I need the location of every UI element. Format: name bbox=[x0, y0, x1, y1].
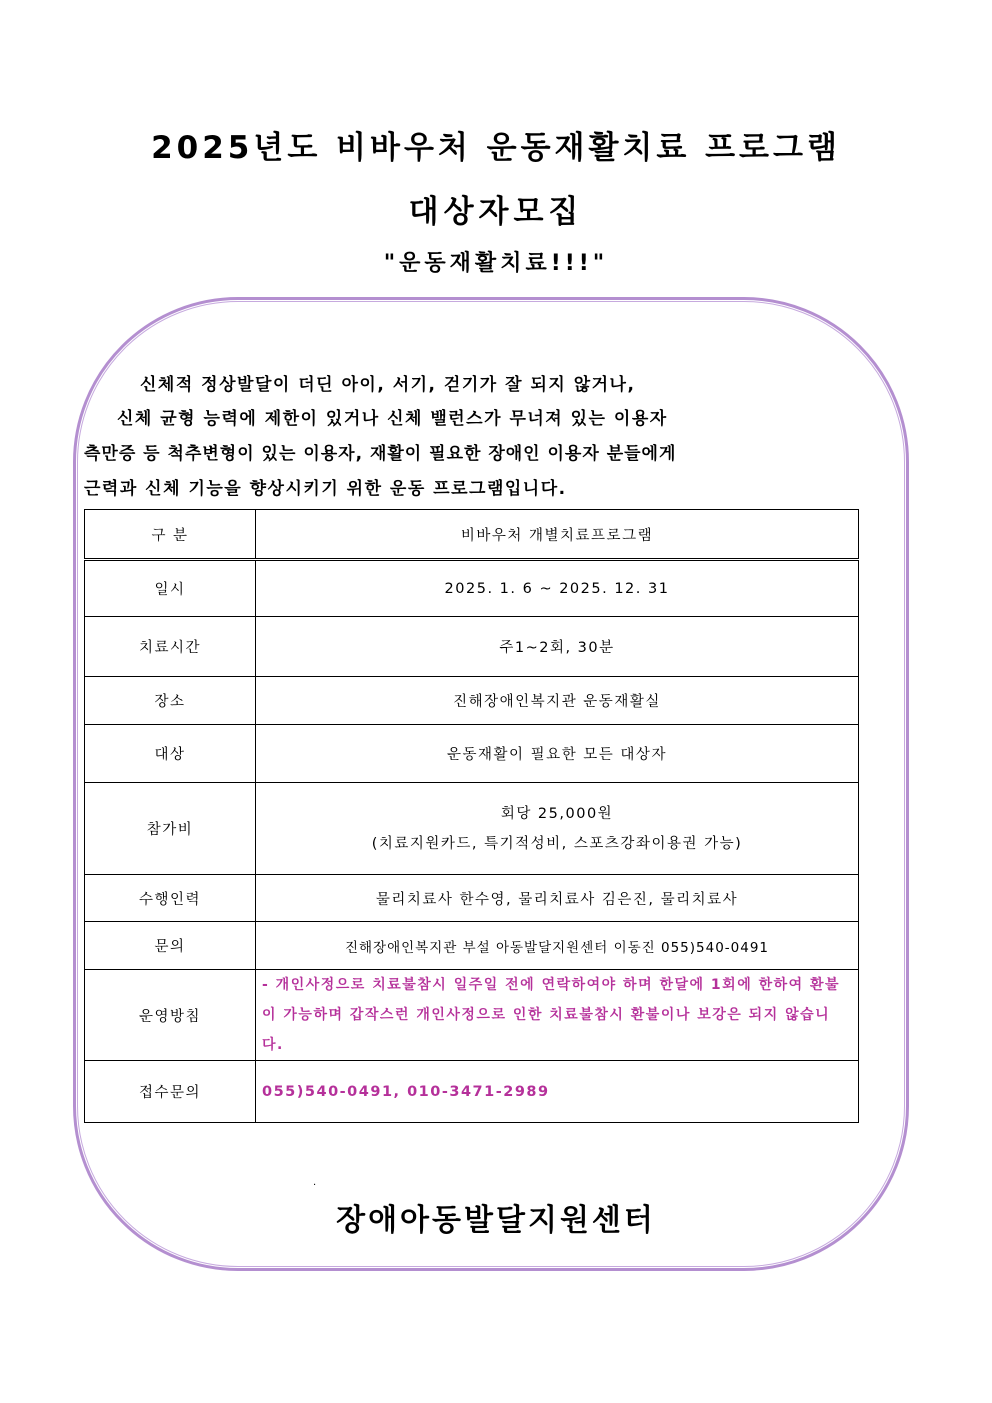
target-key: 대상 bbox=[85, 725, 256, 783]
table-row-staff bbox=[85, 875, 859, 922]
staff-value: 물리치료사 한수영, 물리치료사 김은진, 물리치료사 bbox=[256, 875, 859, 922]
fee-value: 회당 25,000원 bbox=[500, 805, 614, 822]
header-key-cell: 구 분 bbox=[85, 510, 256, 560]
table-row-policy bbox=[85, 970, 859, 1061]
intro-line-2: 신체 균형 능력에 제한이 있거나 신체 밸런스가 무너져 있는 이용자 bbox=[117, 409, 668, 429]
time-key: 치료시간 bbox=[85, 617, 256, 677]
place-key: 장소 bbox=[85, 677, 256, 725]
reception-value: 055)540-0491, 010-3471-2989 bbox=[256, 1061, 859, 1123]
header-value-cell: 비바우처 개별치료프로그램 bbox=[256, 510, 859, 560]
table-row-place bbox=[85, 677, 859, 725]
intro-line-3: 측만증 등 척추변형이 있는 이용자, 재활이 필요한 장애인 이용자 분들에게 bbox=[84, 444, 677, 464]
page-title: 2025년도 비바우처 운동재활치료 프로그램 bbox=[151, 130, 841, 166]
staff-key: 수행인력 bbox=[85, 875, 256, 922]
intro-line-1: 신체적 정상발달이 더딘 아이, 서기, 걷기가 잘 되지 않거나, bbox=[140, 375, 636, 395]
page-subtitle: 대상자모집 bbox=[408, 194, 584, 230]
table-row-inquiry bbox=[85, 922, 859, 970]
program-info-table bbox=[84, 509, 859, 1123]
table-row-fee bbox=[85, 783, 859, 875]
reception-key: 접수문의 bbox=[85, 1061, 256, 1123]
organization-name: 장애아동발달지원센터 bbox=[336, 1203, 656, 1238]
inquiry-key: 문의 bbox=[85, 922, 256, 970]
table-row-time bbox=[85, 617, 859, 677]
fee-key: 참가비 bbox=[85, 783, 256, 875]
stray-dot: . bbox=[313, 1177, 317, 1188]
page-tagline: "운동재활치료!!!" bbox=[383, 251, 609, 276]
place-value: 진해장애인복지관 운동재활실 bbox=[256, 677, 859, 725]
target-value: 운동재활이 필요한 모든 대상자 bbox=[256, 725, 859, 783]
fee-note: (치료지원카드, 특기적성비, 스포츠강좌이용권 가능) bbox=[371, 835, 743, 852]
table-row-reception bbox=[85, 1061, 859, 1123]
inquiry-value: 진해장애인복지관 부설 아동발달지원센터 이동진 055)540-0491 bbox=[256, 922, 859, 970]
table-row-date bbox=[85, 560, 859, 617]
fee-value-cell bbox=[256, 783, 859, 875]
date-key: 일시 bbox=[85, 560, 256, 617]
intro-line-4: 근력과 신체 기능을 향상시키기 위한 운동 프로그램입니다. bbox=[84, 479, 567, 499]
table-header-row bbox=[85, 510, 859, 560]
time-value: 주1~2회, 30분 bbox=[256, 617, 859, 677]
policy-value: - 개인사정으로 치료불참시 일주일 전에 연락하여야 하며 한달에 1회에 한하여 환불이 가능하며 갑작스런 개인사정으로 인한 치료불참시 환불이나 보강은 되지 않습니다. bbox=[256, 970, 859, 1061]
policy-key: 운영방침 bbox=[85, 970, 256, 1061]
date-value: 2025. 1. 6 ~ 2025. 12. 31 bbox=[256, 560, 859, 617]
table-row-target bbox=[85, 725, 859, 783]
